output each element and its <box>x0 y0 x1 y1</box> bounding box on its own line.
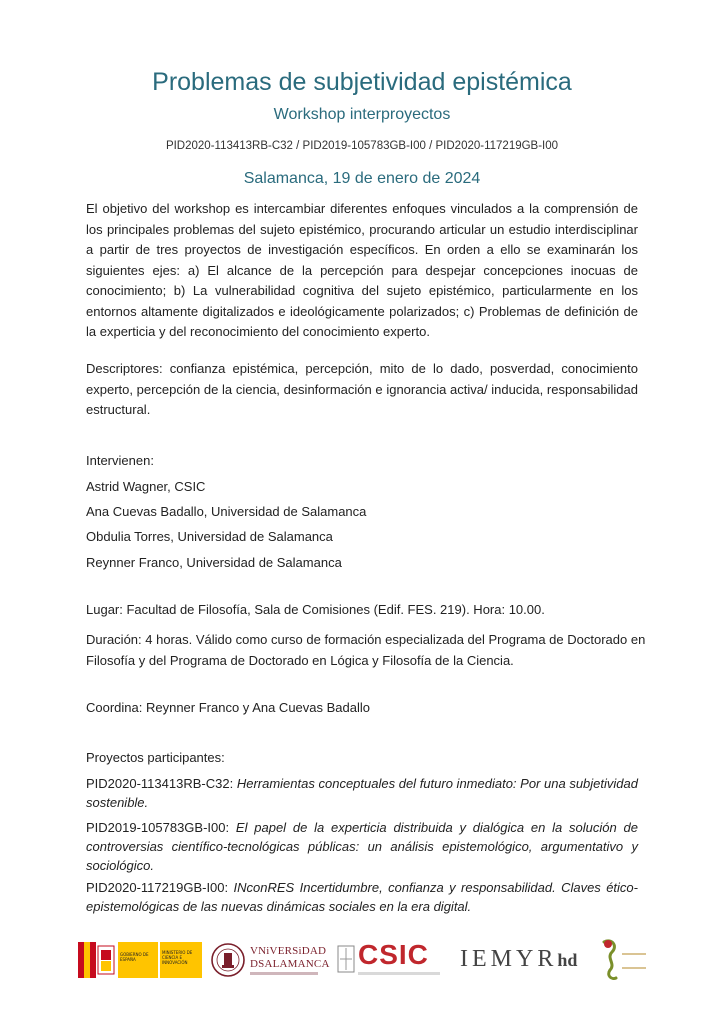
descriptors-paragraph: Descriptores: confianza epistémica, percepción, mito de lo dado, posverdad, conocimiento experto, percepción de la ciencia, desinformación e ignorancia activa/ inducida, responsabilidad estructural. <box>86 361 638 417</box>
place-date: Salamanca, 19 de enero de 2024 <box>243 170 481 187</box>
ministry-logo-text-b: MINISTERIO DE CIENCIA E INNOVACIÓN <box>162 950 193 965</box>
speaker-item: Obdulia Torres, Universidad de Salamanca <box>86 529 333 544</box>
document-subtitle: Workshop interproyectos <box>273 106 451 123</box>
project-title: El papel de la experticia distribuida y dialógica en la solución de controversias científico-tecnológicas públicas: un análisis epistemológico, argumentativo y sociológico. <box>86 820 638 873</box>
speakers-heading: Intervienen: <box>86 453 154 468</box>
csic-logo-subline <box>358 972 440 975</box>
iemyr-logo-suffix: hd <box>557 950 578 970</box>
university-logo-text-a: VNiVERSiDAD <box>250 945 327 957</box>
duration-paragraph: Duración: 4 horas. Válido como curso de formación especializada del Programa de Doctorado en Filosofía y del Programa de Doctorado en Lógica y Filosofía de la Ciencia. <box>86 632 646 668</box>
project-code: PID2020-117219GB-I00: <box>86 880 229 895</box>
project-emblem-logo <box>594 938 650 982</box>
projects-heading: Proyectos participantes: <box>86 750 225 765</box>
university-logo <box>210 940 330 980</box>
coordinators-line: Coordina: Reynner Franco y Ana Cuevas Badallo <box>86 700 370 715</box>
iemyr-logo <box>460 946 592 978</box>
project-code: PID2020-113413RB-C32: <box>86 776 234 791</box>
project-codes: PID2020-113413RB-C32 / PID2019-105783GB-I00 / PID2020-117219GB-I00 <box>165 140 559 152</box>
speaker-item: Reynner Franco, Universidad de Salamanca <box>86 555 342 570</box>
intro-paragraph: El objetivo del workshop es intercambiar diferentes enfoques vinculados a la comprensión de los principales problemas del sujeto epistémico, procurando articular un estudio interdisciplinar a partir de tres proyectos de investigación específicos. En orden a ello se examinarán los siguientes ejes: a) El alcance de la percepción para despejar concepciones inocuas de conocimiento; b) La vulnerabilidad cognitiva del sujeto epistémico, particularmente en los entornos altamente digitalizados e ideológicamente polarizados; c) Problemas de definición de la experticia y del reconocimiento del conocimiento experto. <box>86 201 638 339</box>
csic-logo-text: CSIC <box>358 939 429 970</box>
project-title: INconRES Incertidumbre, confianza y responsabilidad. Claves ético-epistemológicas de las nuevas dinámicas sociales en la era digital. <box>86 880 638 914</box>
university-logo-subline <box>250 972 318 975</box>
project-item <box>86 818 638 875</box>
project-code: PID2019-105783GB-I00: <box>86 820 230 835</box>
document-title: Problemas de subjetividad epistémica <box>152 68 572 96</box>
iemyr-logo-text: IEMYR <box>460 946 558 972</box>
location-line: Lugar: Facultad de Filosofía, Sala de Comisiones (Edif. FES. 219). Hora: 10.00. <box>86 602 545 617</box>
project-item <box>86 774 638 812</box>
project-title: Herramientas conceptuales del futuro inmediato: Por una subjetividad sostenible. <box>86 776 638 810</box>
speaker-item: Astrid Wagner, CSIC <box>86 479 206 494</box>
csic-logo <box>332 934 444 988</box>
speaker-item: Ana Cuevas Badallo, Universidad de Salamanca <box>86 504 367 519</box>
university-logo-text-b: DSALAMANCA <box>250 958 330 970</box>
ministry-logo-text-a: GOBIERNO DE ESPAÑA <box>120 952 149 962</box>
logos-bar <box>76 934 666 988</box>
ministry-logo <box>78 942 202 978</box>
project-item <box>86 878 638 916</box>
